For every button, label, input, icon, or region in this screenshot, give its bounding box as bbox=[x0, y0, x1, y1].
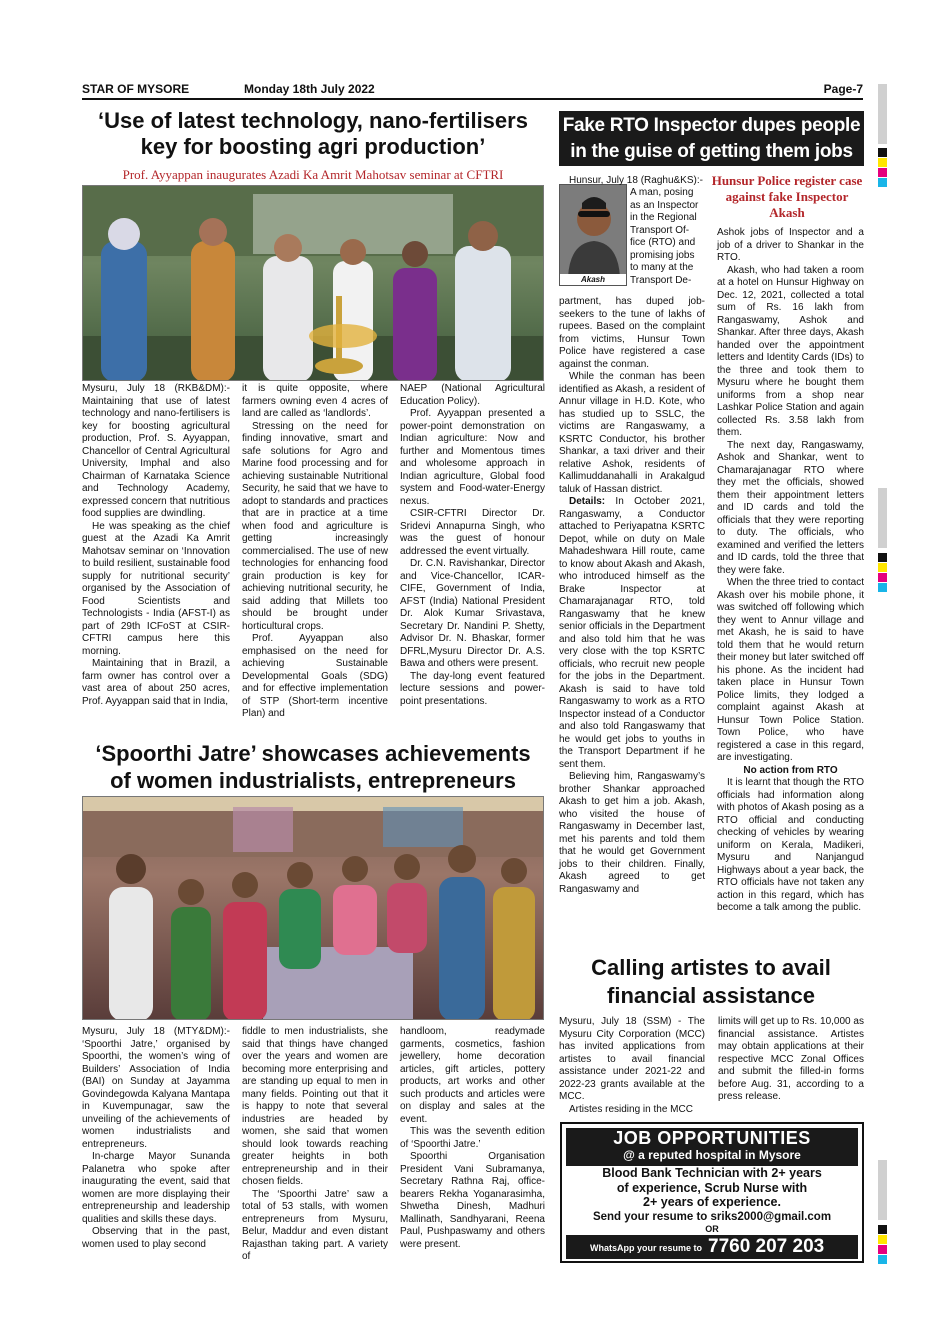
ad-phone-number: 7760 207 203 bbox=[708, 1236, 825, 1257]
article3-headline-line2: of women industrialists, entrepreneurs bbox=[110, 768, 516, 793]
article1-paragraph: Dr. C.N. Ravishankar, Director and Vice-Chancellor, ICAR-CIFE, Government of India, AFST (India) National President Dr. Alok Kumar Srivastava, Secretary Dr. Nandini P. Shetty, Advisor Dr. N. Bhaskar, former DFRL,Mysuru Director Dr. A.S. Bawa and others were present. bbox=[400, 558, 545, 669]
article2-paragraph: While the conman has been identified as Akash, a resident of Annur village in H.D. Kote, who has studied up to SSLC, the victims are Rangaswamy, a KSRTC Conductor, his brother Shankar, a taxi driver and their relative Ashok, residents of Kallimuddanahalli in Arakalgud taluk of Hassan district. bbox=[559, 371, 705, 495]
article3-paragraph: handloom, readymade garments, cosmetics, fashion jewellery, home decoration articles, gift articles, pottery products, art works and other such products and articles were on display and sales at the event. bbox=[400, 1026, 545, 1125]
article1-paragraph: it is quite opposite, where farmers owning even 4 acres of land are called as ‘landlords’. bbox=[242, 383, 388, 419]
registration-swatch-magenta bbox=[878, 573, 887, 582]
article4-headline bbox=[557, 954, 865, 1010]
article1-paragraph: Prof. Ayyappan also emphasised on the need for achieving Sustainable Developmental Goals (SDG) and for effective implementation of STP (Short-term incentive Plan) and bbox=[242, 633, 388, 719]
article1-paragraph: Mysuru, July 18 (RKB&DM):- Maintaining that use of latest technology and nano-fertilisers is key for boosting agricultural production, Prof. S. Ayyappan, Chancellor of Central Agricultural University, Imphal and also Chairman of Karnataka Science and Technology Academy, expressed concern that nutritious food supplies are dwindling. bbox=[82, 383, 230, 519]
article2-kicker: Hunsur Police register case against fake Inspector Akash bbox=[711, 173, 863, 220]
article3-paragraph: Spoorthi Organisation President Vani Subramanya, Secretary Rathna Raj, office-bearers Rekha Yoganarasimha, Shwetha Dinesh, Madhuri Mallinath, Sandhyarani, Reena Paul, Pushpaswamy and others were present. bbox=[400, 1151, 545, 1250]
article2-paragraph: Ashok jobs of Inspector and a job of a driver to Shankar in the RTO. bbox=[717, 227, 864, 263]
job-opportunities-ad bbox=[560, 1122, 864, 1263]
article3-headline bbox=[82, 740, 544, 794]
akash-portrait bbox=[560, 185, 627, 277]
registration-swatch-magenta bbox=[878, 1245, 887, 1254]
ad-email-line: Send your resume to sriks2000@gmail.com bbox=[592, 1211, 832, 1223]
article3-paragraph: Mysuru, July 18 (MTY&DM):- ‘Spoorthi Jatre,’ organised by Spoorthi, the women’s wing of Builders’ Association of India (BAI) on Sunday at Jayamma Govindegowda Kalyana Mantapa in Kuvempunagar, saw the unveiling of the achievements of women industrialists and entrepreneurs. bbox=[82, 1026, 230, 1150]
ad-title-block bbox=[566, 1128, 858, 1166]
article2-wrap-text bbox=[630, 187, 705, 287]
registration-bar bbox=[878, 1160, 887, 1220]
article1-paragraph: Prof. Ayyappan presented a power-point demonstration on Indian agriculture: Now and further and Momentous times and wholesome approach in Indian agriculture, Global food system and Food-water-Energy nexus. bbox=[400, 408, 545, 507]
spoorthi-jatre-illustration bbox=[83, 797, 544, 1020]
article2-column-2 bbox=[717, 227, 864, 915]
article2-paragraph: The next day, Rangaswamy, Ashok and Shankar, went to Chamarajanagar RTO where they met the officials, showed them their appointment letters and ID cards and told the officials that they were reporting to duty. The officials, who examined and verified the letters and ID cards, told the three that they were fake. bbox=[717, 439, 864, 576]
akash-photo-caption: Akash bbox=[560, 274, 626, 285]
article1-paragraph: Maintaining that in Brazil, a farm owner has control over a vast area of about 250 acres, Prof. Ayyappan said that in India, bbox=[82, 658, 230, 707]
registration-bar bbox=[878, 488, 887, 548]
article2-paragraph: When the three tried to contact Akash over his mobile phone, it was switched off following which they went to Annur village and met Akash, he is said to have told them that he would return their money but later switched off his phone. As the incident had taken place in Hunsur Town Police limits, they lodged a complaint against Akash at Hunsur Town Police Station. Town Police, who have registered a case in this regard, are investigating. bbox=[717, 577, 864, 763]
article2-headline-line1: Fake RTO Inspector dupes people bbox=[562, 115, 861, 136]
article1-headline-line2: key for boosting agri production’ bbox=[140, 134, 486, 159]
article4-headline-line1: Calling artistes to avail bbox=[591, 955, 831, 980]
article4-column-1 bbox=[559, 1016, 705, 1116]
article4-paragraph: limits will get up to Rs. 10,000 as financial assistance. Artistes may obtain applications at their respective MCC Zonal Offices and submit the filled-in forms before Aug. 31, according to a press release. bbox=[718, 1016, 864, 1102]
article2-headline-line2: in the guise of getting them jobs bbox=[570, 141, 853, 162]
article3-paragraph: fiddle to men industrialists, she said that things have changed over the years and women are becoming more enterprising and are standing up equal to men in many fields. Pointing out that it is happy to note that several industries are headed by women, she said that women should look towards reaching greater heights in both entrepreneurship and in their chosen fields. bbox=[242, 1026, 388, 1187]
article2-dateline-line: Transport De- bbox=[630, 274, 692, 286]
article2-paragraph: In October 2021, Rangaswamy, a Conductor attached to Periyapatna KSRTC Depot, while on duty on Male Mahadeshwara Hill route, came to know about Akash and Akash, who introduced himself as the Brake Inspector at Chamarajanagar RTO, told Rangaswamy that he knew senior officials in the Department and also told him that he was very close with the top KSRTC officials, who recruit new people for the jobs in the Department. Akash is said to have told Rangaswamy to work as a RTO Inspector instead of a Conductor and also told Rangaswamy that he would get jobs to youths in the Transport Department if he sent them. bbox=[559, 496, 705, 770]
registration-bar bbox=[878, 84, 887, 144]
article2-headline bbox=[559, 111, 864, 166]
registration-swatch-black bbox=[878, 553, 887, 562]
ad-title: JOB OPPORTUNITIES bbox=[613, 1128, 811, 1148]
article3-headline-line1: ‘Spoorthi Jatre’ showcases achievements bbox=[95, 741, 531, 766]
seminar-photo-illustration bbox=[83, 186, 544, 381]
ad-whatsapp-label: WhatsApp your resume to bbox=[590, 1243, 703, 1253]
article2-dateline-line: fice (RTO) and bbox=[630, 237, 696, 248]
registration-swatch-yellow bbox=[878, 1235, 887, 1244]
registration-swatch-magenta bbox=[878, 168, 887, 177]
article2-dateline-line: Hunsur, July 18 (Raghu&KS):- bbox=[569, 175, 703, 186]
registration-swatch-black bbox=[878, 1225, 887, 1234]
article2-paragraph: partment, has duped job-seekers to the tune of lakhs of rupees. Based on the complaint from victims, Hunsur Town Police have registered a case against the conman. bbox=[559, 296, 705, 370]
article2-dateline-line: to many at the bbox=[630, 262, 694, 273]
article2-paragraph: Akash, who had taken a room at a hotel on Hunsur Highway on Dec. 12, 2021, collected a total sum of Rs. 16 lakh from Rangaswamy, Ashok and Shankar. After three days, Akash handed over the appointment letters and Identity Cards (IDs) to the three and took them to Mysuru where he bought them uniforms from a shop near Lashkar Police Station and again collected Rs. 3.58 lakh from them. bbox=[717, 264, 864, 438]
article1-column-2 bbox=[242, 383, 388, 721]
article2-paragraph: Believing him, Rangaswamy’s brother Shankar approached Akash to get him a job. Akash, who visited the house of Rangaswamy in December last, met his parents and told them that he would get Government jobs to their children. Finally, Akash agreed to get Rangaswamy and bbox=[559, 771, 705, 895]
article2-dateline-line: in the Regional bbox=[630, 212, 697, 223]
article2-subhead: No action from RTO bbox=[743, 764, 838, 776]
article3-column-2 bbox=[242, 1026, 388, 1264]
ad-body bbox=[566, 1166, 858, 1210]
article1-column-3 bbox=[400, 383, 545, 708]
registration-swatch-cyan bbox=[878, 178, 887, 187]
article2-dateline-line: as an Inspector bbox=[630, 199, 699, 211]
registration-swatch-black bbox=[878, 148, 887, 157]
article4-column-2 bbox=[718, 1016, 864, 1104]
article2-dateline bbox=[567, 175, 705, 188]
registration-swatch-yellow bbox=[878, 563, 887, 572]
ad-body-line: 2+ years of experience. bbox=[643, 1195, 781, 1209]
akash-photo bbox=[559, 184, 627, 286]
article2-dateline-line: A man, posing bbox=[630, 187, 694, 198]
registration-swatch-cyan bbox=[878, 1255, 887, 1264]
article2-column-1 bbox=[559, 296, 705, 896]
article1-column-1 bbox=[82, 383, 230, 708]
ad-or: OR bbox=[705, 1224, 719, 1234]
page-header bbox=[82, 80, 863, 100]
ad-body-line: of experience, Scrub Nurse with bbox=[616, 1180, 808, 1195]
article4-headline-line2: financial assistance bbox=[607, 983, 815, 1008]
article2-dateline-line: Transport Of- bbox=[630, 224, 690, 236]
article2-details-label: Details: bbox=[569, 496, 606, 507]
article3-paragraph: In-charge Mayor Sunanda Palanetra who spoke after inaugurating the event, said that women are more displaying their entrepreneurship and leadership qualities and skills these days. bbox=[82, 1151, 230, 1225]
article4-paragraph: Artistes residing in the MCC bbox=[569, 1103, 693, 1115]
article2-paragraph: It is learnt that though the RTO officials had information along with photos of Akash posing as a RTO official and conducting checking of vehicles by wearing uniform on Kerala, Madikeri, Mysuru and Nanjangud Highways about a year back, the RTO officials have not taken any action in this regard, which has become a talk among the public. bbox=[717, 777, 864, 913]
registration-swatch-cyan bbox=[878, 583, 887, 592]
article1-paragraph: NAEP (National Agricultural Education Policy). bbox=[400, 383, 545, 407]
registration-swatch-yellow bbox=[878, 158, 887, 167]
publication-name: STAR OF MYSORE bbox=[82, 82, 190, 96]
article1-paragraph: CSIR-CFTRI Director Dr. Sridevi Annapurna Singh, who was the guest of honour addressed the event virtually. bbox=[400, 508, 545, 557]
page-number: Page-7 bbox=[823, 82, 863, 96]
ad-subtitle: @ a reputed hospital in Mysore bbox=[623, 1148, 801, 1162]
article2-dateline-line: promising jobs bbox=[630, 249, 695, 261]
article4-paragraph: Mysuru, July 18 (SSM) - The Mysuru City Corporation (MCC) has invited applications from artistes to avail financial assistance under 2021-22 and 2022-23 grants available at the MCC. bbox=[559, 1016, 705, 1102]
article1-paragraph: He was speaking as the chief guest at the Azadi Ka Amrit Mahotsav seminar on ‘Innovation to build resilient, sustainable food supply for nutritional security’ organised by the Association of Food Scientists and Technologists - India (AFST-I) as part of 29th ICFoST at CSIR-CFTRI campus here this morning. bbox=[82, 520, 230, 657]
article1-subhead: Prof. Ayyappan inaugurates Azadi Ka Amrit Mahotsav seminar at CFTRI bbox=[122, 167, 504, 182]
ad-body-line: Blood Bank Technician with 2+ years bbox=[602, 1166, 822, 1180]
article3-paragraph: The ‘Spoorthi Jatre’ saw a total of 53 stalls, with women entrepreneurs from Mysuru, Belur, Maddur and even distant Rajasthan taking part. A variety of bbox=[242, 1188, 388, 1262]
article3-column-1 bbox=[82, 1026, 230, 1251]
issue-date: Monday 18th July 2022 bbox=[244, 82, 375, 96]
article1-paragraph: Stressing on the need for finding innovative, smart and safe solutions for Agro and Marine food processing and for achieving sustainable Nutritional Security, he said that we have to adopt to standards and practices that are in practice at a time when food and agriculture is getting increasingly commercialised. The use of new technologies for enhancing food grain production is key for achieving nutritional security, he said adding that Millets too should be brought under horticultural crops. bbox=[242, 420, 388, 632]
seminar-photo bbox=[82, 185, 544, 381]
spoorthi-jatre-photo bbox=[82, 796, 544, 1020]
article1-headline-line1: ‘Use of latest technology, nano-fertilisers bbox=[98, 108, 528, 133]
article3-paragraph: Observing that in the past, women used to play second bbox=[82, 1226, 230, 1250]
article3-column-3 bbox=[400, 1026, 545, 1251]
article3-paragraph: This was the seventh edition of ‘Spoorthi Jatre.’ bbox=[400, 1126, 545, 1150]
article1-paragraph: The day-long event featured lecture sessions and power-point presentations. bbox=[400, 670, 545, 707]
article2-dateline-block bbox=[567, 175, 705, 188]
ad-whatsapp-bar bbox=[566, 1235, 858, 1259]
article1-headline bbox=[82, 108, 544, 160]
